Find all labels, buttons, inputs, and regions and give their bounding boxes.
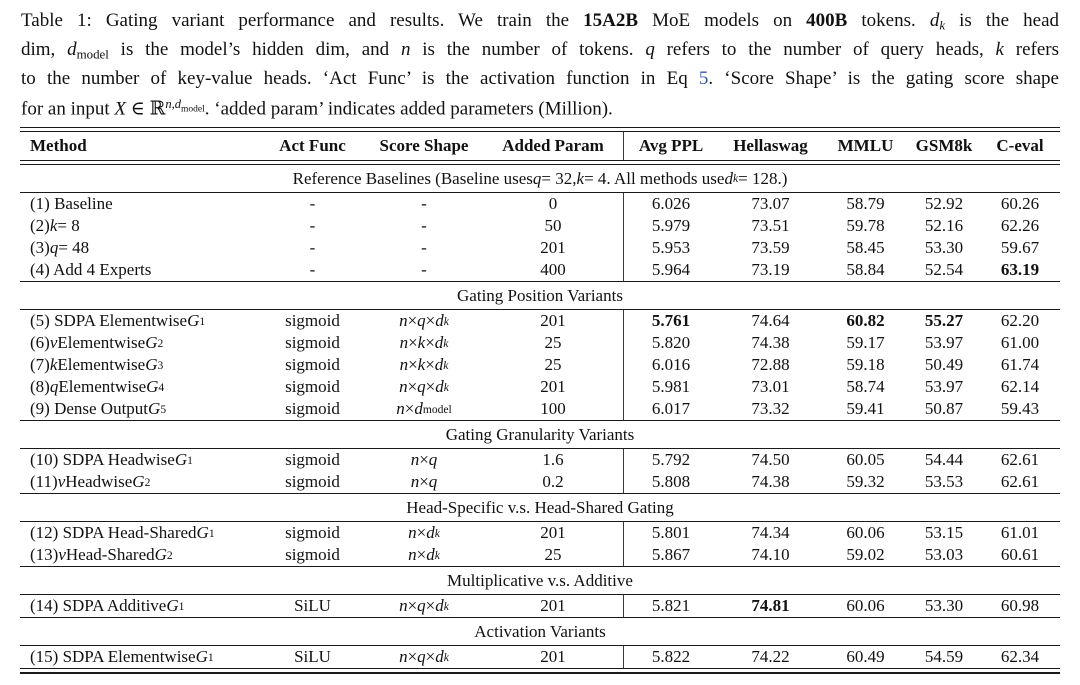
col-header-method: Method — [30, 136, 87, 156]
metric-cell: 74.10 — [751, 545, 790, 565]
metric-cell: 60.49 — [846, 647, 885, 667]
method-cell: (5) SDPA Elementwise G 1 — [30, 311, 206, 331]
added-param-cell: 0 — [548, 194, 558, 214]
col-header-c-eval: C-eval — [996, 136, 1044, 156]
metric-cell: 74.50 — [751, 450, 790, 470]
table-row — [20, 259, 1060, 281]
act-func-cell: sigmoid — [285, 523, 340, 543]
metric-cell: 59.17 — [846, 333, 885, 353]
metric-cell: 60.06 — [846, 596, 885, 616]
metric-cell: 52.16 — [924, 216, 964, 236]
metric-cell: 60.61 — [1000, 545, 1040, 565]
metric-cell: 55.27 — [924, 311, 964, 331]
act-func-cell: sigmoid — [285, 377, 340, 397]
score-shape-cell: n × q × d k — [399, 647, 449, 667]
table-row — [20, 595, 1060, 617]
score-shape-cell: n × k × d k — [399, 355, 449, 375]
metric-cell: 74.22 — [751, 647, 790, 667]
section-band: Multiplicative v.s. Additive — [447, 570, 633, 590]
added-param-cell: 0.2 — [542, 472, 564, 492]
method-cell: (2) k = 8 — [30, 216, 80, 236]
metric-cell: 73.19 — [751, 260, 790, 280]
metric-cell: 53.97 — [924, 333, 964, 353]
metric-cell: 73.59 — [751, 238, 790, 258]
metric-cell: 6.016 — [623, 354, 718, 376]
table-row — [20, 646, 1060, 668]
score-shape-cell: - — [421, 238, 427, 258]
score-shape-cell: - — [421, 194, 427, 214]
added-param-cell: 201 — [540, 647, 566, 667]
act-func-cell: sigmoid — [285, 472, 340, 492]
table-row — [20, 193, 1060, 215]
section-band: Gating Granularity Variants — [445, 424, 635, 444]
method-cell: (6) v Elementwise G 2 — [30, 333, 164, 353]
score-shape-cell: - — [421, 216, 427, 236]
metric-cell: 73.01 — [751, 377, 790, 397]
metric-cell: 50.49 — [924, 355, 964, 375]
col-header-gsm8k: GSM8k — [915, 136, 973, 156]
added-param-cell: 1.6 — [542, 450, 564, 470]
caption-line: for an input X ∈ ℝ$^{n,d}$model. ‘added param’ indicates added parameters (Million). — [21, 97, 613, 120]
metric-cell: 5.867 — [623, 544, 718, 566]
results-table — [20, 127, 1060, 674]
metric-cell: 74.38 — [751, 333, 790, 353]
col-header-act-func: Act Func — [279, 136, 346, 156]
metric-cell: 5.761 — [623, 310, 718, 332]
metric-cell: 53.03 — [924, 545, 964, 565]
metric-cell: 73.51 — [751, 216, 790, 236]
score-shape-cell: n × d k — [408, 523, 440, 543]
metric-cell: 58.79 — [846, 194, 885, 214]
metric-cell: 59.02 — [846, 545, 885, 565]
act-func-cell: sigmoid — [285, 450, 340, 470]
table-row — [20, 398, 1060, 420]
metric-cell: 5.820 — [623, 332, 718, 354]
metric-cell: 59.43 — [1000, 399, 1040, 419]
method-cell: (4) Add 4 Experts — [30, 260, 152, 280]
metric-cell: 5.953 — [623, 237, 718, 259]
metric-cell: 50.87 — [924, 399, 964, 419]
method-cell: (1) Baseline — [30, 194, 113, 214]
method-cell: (7) k Elementwise G 3 — [30, 355, 164, 375]
col-header-avg-ppl: Avg PPL — [623, 132, 718, 160]
score-shape-cell: n × k × d k — [399, 333, 449, 353]
table-header-row — [20, 132, 1060, 160]
act-func-cell: - — [309, 194, 316, 214]
metric-cell: 63.19 — [1000, 260, 1040, 280]
metric-cell: 53.53 — [924, 472, 964, 492]
table-row — [20, 332, 1060, 354]
metric-cell: 62.20 — [1000, 311, 1040, 331]
metric-cell: 60.06 — [846, 523, 885, 543]
col-header-score-shape: Score Shape — [379, 136, 469, 156]
method-cell: (10) SDPA Headwise G 1 — [30, 450, 193, 470]
metric-cell: 6.017 — [623, 398, 718, 420]
method-cell: (3) q = 48 — [30, 238, 90, 258]
metric-cell: 5.981 — [623, 376, 718, 398]
act-func-cell: sigmoid — [285, 355, 340, 375]
added-param-cell: 400 — [540, 260, 566, 280]
metric-cell: 54.44 — [924, 450, 964, 470]
table-row — [20, 237, 1060, 259]
section-band: Gating Position Variants — [457, 285, 623, 305]
score-shape-cell: n × q × d k — [399, 311, 449, 331]
act-func-cell: sigmoid — [285, 399, 340, 419]
table-row — [20, 471, 1060, 493]
added-param-cell: 201 — [540, 238, 566, 258]
act-func-cell: sigmoid — [285, 333, 340, 353]
caption-line: dim, dmodel is the model’s hidden dim, and n is the number of tokens. q refers to the number of query heads, k refers — [21, 39, 1060, 62]
metric-cell: 60.82 — [846, 311, 885, 331]
metric-cell: 74.64 — [751, 311, 790, 331]
act-func-cell: - — [309, 260, 316, 280]
caption-line: to the number of key-value heads. ‘Act Func’ is the activation function in Eq 5. ‘Score Shape’ is the gating score shape — [21, 68, 1059, 90]
method-cell: (12) SDPA Head-Shared G 1 — [30, 523, 215, 543]
added-param-cell: 50 — [544, 216, 562, 236]
metric-cell: 59.78 — [846, 216, 885, 236]
section-band: Reference Baselines (Baseline uses q = 32, k = 4. All methods use d k = 128.) — [292, 168, 788, 188]
metric-cell: 5.822 — [623, 646, 718, 668]
act-func-cell: sigmoid — [285, 311, 340, 331]
section-band: Head-Specific v.s. Head-Shared Gating — [406, 497, 674, 517]
metric-cell: 73.32 — [751, 399, 790, 419]
metric-cell: 62.61 — [1000, 450, 1040, 470]
score-shape-cell: n × d k — [408, 545, 440, 565]
metric-cell: 5.821 — [623, 595, 718, 617]
method-cell: (9) Dense Output G 5 — [30, 399, 167, 419]
metric-cell: 5.979 — [623, 215, 718, 237]
metric-cell: 54.59 — [924, 647, 964, 667]
table-caption — [21, 9, 1059, 122]
metric-cell: 52.54 — [924, 260, 964, 280]
col-header-added-param: Added Param — [502, 136, 604, 156]
table-row — [20, 376, 1060, 398]
added-param-cell: 201 — [540, 596, 566, 616]
metric-cell: 61.74 — [1000, 355, 1040, 375]
metric-cell: 59.41 — [846, 399, 885, 419]
score-shape-cell: n × q — [410, 450, 438, 470]
table-rule — [20, 668, 1060, 674]
metric-cell: 6.026 — [623, 193, 718, 215]
metric-cell: 72.88 — [751, 355, 790, 375]
method-cell: (13) v Head-Shared G 2 — [30, 545, 173, 565]
score-shape-cell: - — [421, 260, 427, 280]
metric-cell: 53.15 — [924, 523, 964, 543]
metric-cell: 5.964 — [623, 259, 718, 281]
added-param-cell: 201 — [540, 377, 566, 397]
metric-cell: 60.05 — [846, 450, 885, 470]
metric-cell: 5.801 — [623, 522, 718, 544]
metric-cell: 62.26 — [1000, 216, 1040, 236]
act-func-cell: sigmoid — [285, 545, 340, 565]
metric-cell: 5.808 — [623, 471, 718, 493]
metric-cell: 53.30 — [924, 238, 964, 258]
metric-cell: 62.61 — [1000, 472, 1040, 492]
added-param-cell: 201 — [540, 311, 566, 331]
metric-cell: 74.81 — [751, 596, 790, 616]
metric-cell: 59.32 — [846, 472, 885, 492]
added-param-cell: 25 — [544, 355, 562, 375]
table-row — [20, 449, 1060, 471]
added-param-cell: 25 — [544, 545, 562, 565]
table-row — [20, 310, 1060, 332]
act-func-cell: - — [309, 216, 316, 236]
added-param-cell: 100 — [540, 399, 566, 419]
method-cell: (11) v Headwise G 2 — [30, 472, 151, 492]
col-header-hellaswag: Hellaswag — [733, 136, 808, 156]
metric-cell: 73.07 — [751, 194, 790, 214]
metric-cell: 60.98 — [1000, 596, 1040, 616]
table-row — [20, 522, 1060, 544]
caption-line: Table 1: Gating variant performance and results. We train the 15A2B MoE models on 400B tokens. dk is the head — [21, 10, 1059, 33]
metric-cell: 60.26 — [1000, 194, 1040, 214]
metric-cell: 61.00 — [1000, 333, 1040, 353]
metric-cell: 74.34 — [751, 523, 790, 543]
metric-cell: 53.30 — [924, 596, 964, 616]
act-func-cell: SiLU — [294, 596, 331, 616]
added-param-cell: 201 — [540, 523, 566, 543]
method-cell: (15) SDPA Elementwise G 1 — [30, 647, 214, 667]
added-param-cell: 25 — [544, 333, 562, 353]
metric-cell: 5.792 — [623, 449, 718, 471]
metric-cell: 58.74 — [846, 377, 885, 397]
act-func-cell: - — [309, 238, 316, 258]
score-shape-cell: n × d model — [396, 399, 452, 419]
method-cell: (8) q Elementwise G 4 — [30, 377, 165, 397]
metric-cell: 61.01 — [1000, 523, 1040, 543]
metric-cell: 59.18 — [846, 355, 885, 375]
metric-cell: 62.34 — [1000, 647, 1040, 667]
method-cell: (14) SDPA Additive G 1 — [30, 596, 185, 616]
metric-cell: 58.45 — [846, 238, 885, 258]
metric-cell: 74.38 — [751, 472, 790, 492]
metric-cell: 53.97 — [924, 377, 964, 397]
table-row — [20, 215, 1060, 237]
section-band: Activation Variants — [474, 621, 606, 641]
score-shape-cell: n × q × d k — [399, 596, 449, 616]
score-shape-cell: n × q — [410, 472, 438, 492]
score-shape-cell: n × q × d k — [399, 377, 449, 397]
metric-cell: 62.14 — [1000, 377, 1040, 397]
metric-cell: 52.92 — [924, 194, 964, 214]
eq-reference-link[interactable]: 5 — [698, 68, 709, 90]
metric-cell: 58.84 — [846, 260, 885, 280]
table-row — [20, 354, 1060, 376]
metric-cell: 59.67 — [1000, 238, 1040, 258]
act-func-cell: SiLU — [294, 647, 331, 667]
col-header-mmlu: MMLU — [837, 136, 894, 156]
table-row — [20, 544, 1060, 566]
